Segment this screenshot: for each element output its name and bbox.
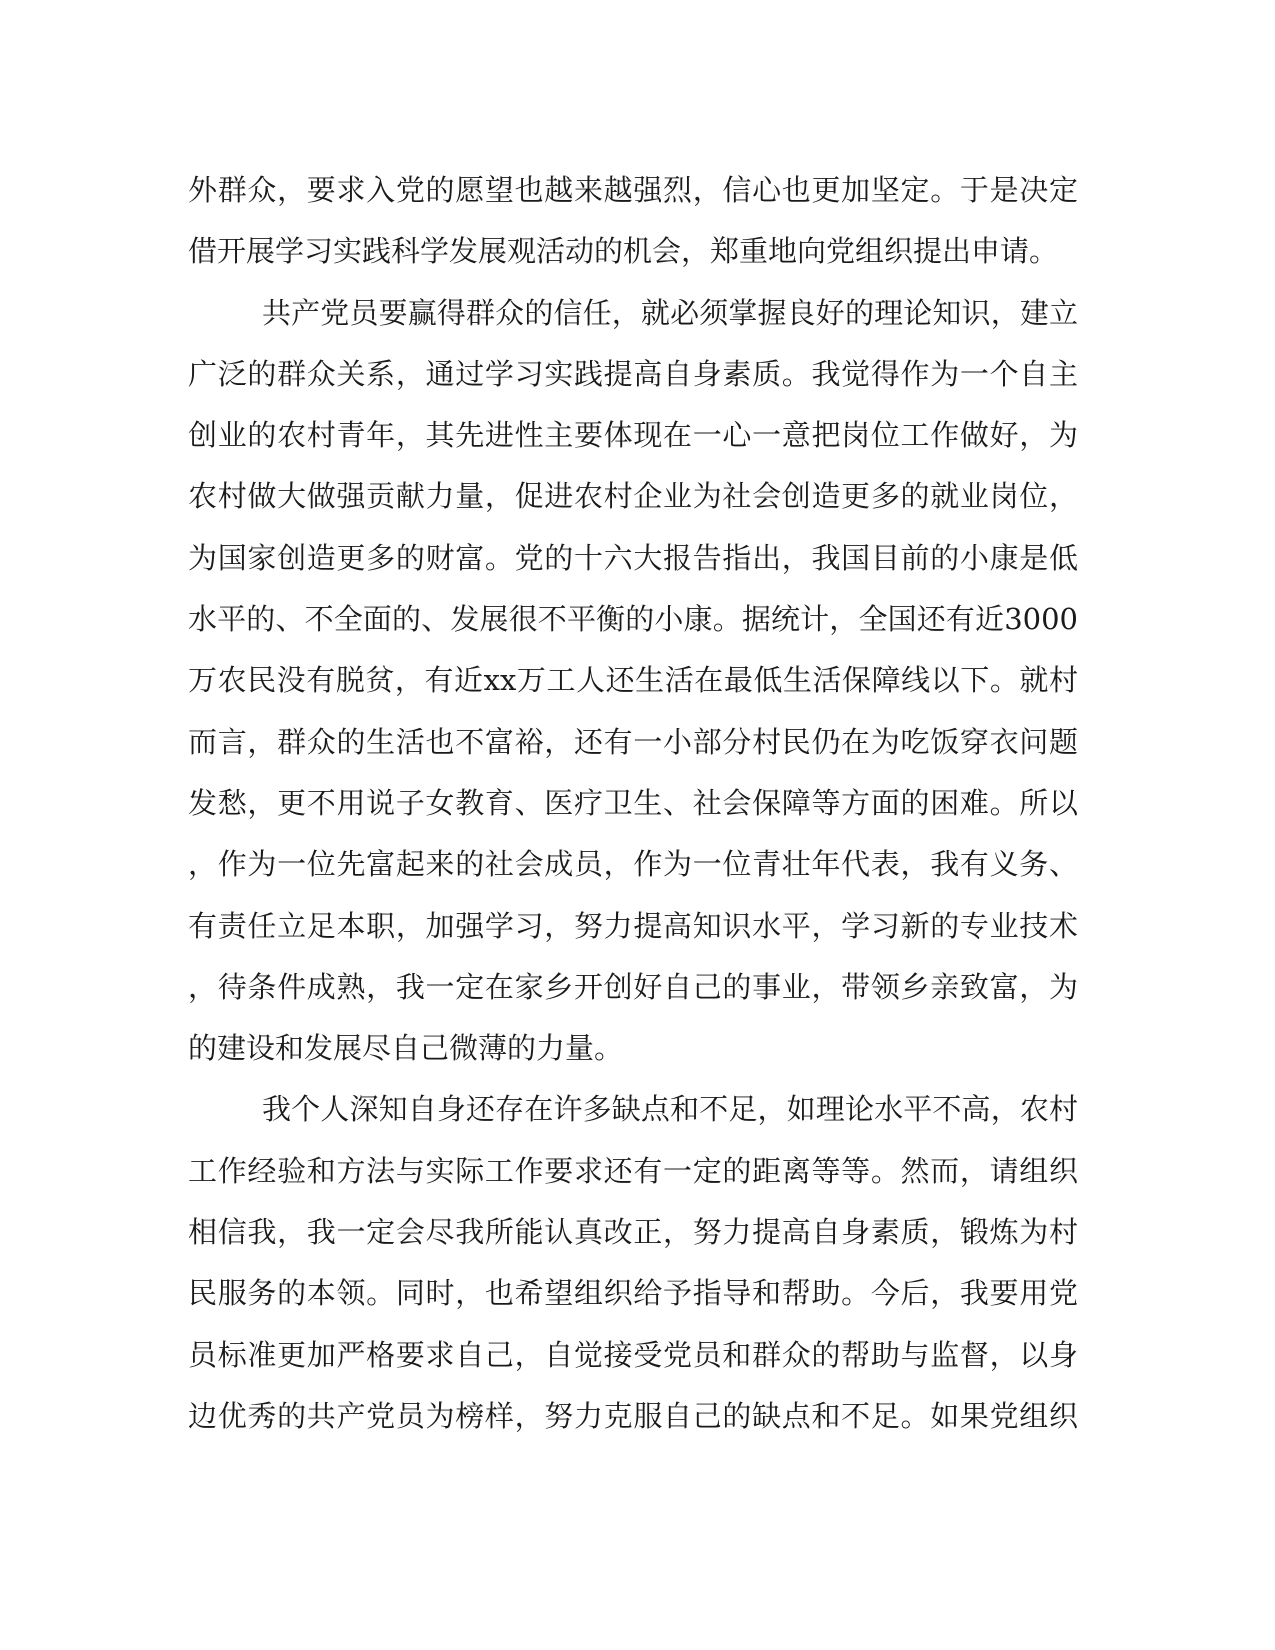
- text-line: 共产党员要赢得群众的信任，就必须掌握良好的理论知识，建立: [262, 295, 1078, 330]
- text-line: 我个人深知自身还存在许多缺点和不足，如理论水平不高，农村: [262, 1092, 1078, 1127]
- text-line: 民服务的本领。同时，也希望组织给予指导和帮助。今后，我要用党: [188, 1276, 1078, 1311]
- text-line: 借开展学习实践科学发展观活动的机会，郑重地向党组织提出申请。: [188, 234, 1059, 269]
- text-line: 外群众，要求入党的愿望也越来越强烈，信心也更加坚定。于是决定: [188, 173, 1078, 207]
- text-line: 农村做大做强贡献力量，促进农村企业为社会创造更多的就业岗位，: [188, 479, 1078, 514]
- text-line: 员标准更加严格要求自己，自觉接受党员和群众的帮助与监督，以身: [188, 1337, 1078, 1372]
- text-line: ，待条件成熟，我一定在家乡开创好自己的事业，带领乡亲致富，为: [188, 969, 1078, 1004]
- body-text: [188, 160, 1078, 1447]
- text-line: 有责任立足本职，加强学习，努力提高知识水平，学习新的专业技术: [188, 908, 1078, 943]
- text-line: 发愁，更不用说子女教育、医疗卫生、社会保障等方面的困难。所以: [188, 785, 1078, 820]
- text-line: 工作经验和方法与实际工作要求还有一定的距离等等。然而，请组织: [188, 1153, 1078, 1188]
- text-line: 相信我，我一定会尽我所能认真改正，努力提高自身素质，锻炼为村: [188, 1215, 1078, 1250]
- text-line: 边优秀的共产党员为榜样，努力克服自己的缺点和不足。如果党组织: [188, 1398, 1078, 1433]
- text-line: 而言，群众的生活也不富裕，还有一小部分村民仍在为吃饭穿衣问题: [188, 724, 1078, 759]
- text-line: 的建设和发展尽自己微薄的力量。: [188, 1031, 624, 1066]
- text-line: 水平的、不全面的、发展很不平衡的小康。据统计，全国还有近3000: [188, 602, 1078, 637]
- text-line: 广泛的群众关系，通过学习实践提高自身素质。我觉得作为一个自主: [188, 356, 1078, 391]
- text-line: 为国家创造更多的财富。党的十六大报告指出，我国目前的小康是低: [188, 540, 1078, 575]
- text-line: 万农民没有脱贫，有近xx万工人还生活在最低生活保障线以下。就村: [188, 663, 1078, 698]
- text-line: ，作为一位先富起来的社会成员，作为一位青壮年代表，我有义务、: [188, 847, 1078, 882]
- text-line: 创业的农村青年，其先进性主要体现在一心一意把岗位工作做好，为: [188, 418, 1078, 453]
